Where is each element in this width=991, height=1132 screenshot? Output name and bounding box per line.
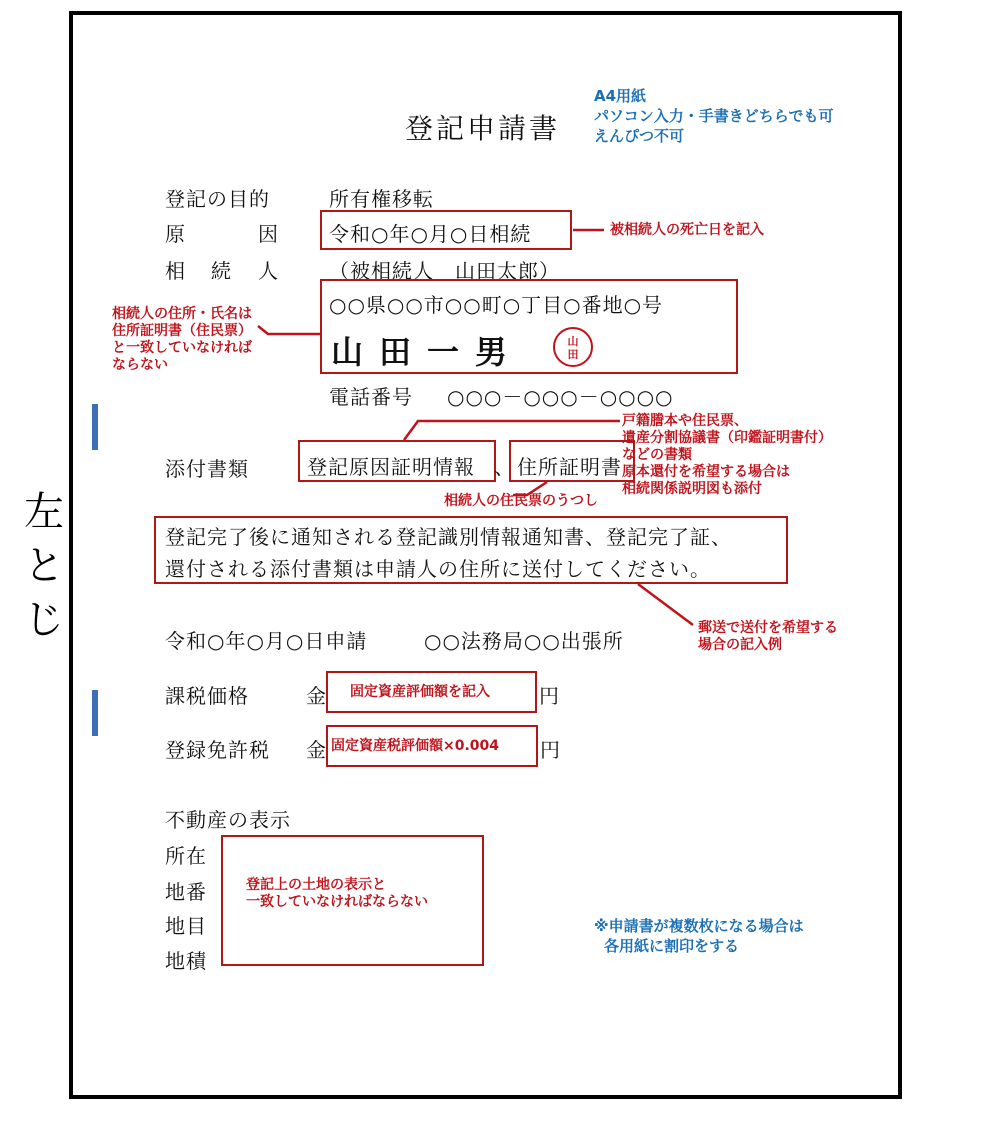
cause-label-2: 因 (258, 222, 279, 246)
paper-note-line: A4用紙 (594, 87, 647, 105)
phone-number: ○○○－○○○－○○○○ (447, 385, 674, 409)
decedent-name: （被相続人 山田太郎） (329, 259, 560, 283)
split-seal-note-line: ※申請書が複数枚になる場合は (594, 917, 804, 935)
property-location-label: 所在 (165, 844, 207, 868)
mailing-note-line: 場合の記入例 (698, 637, 782, 653)
heir-address: ○○県○○市○○町○丁目○番地○号 (329, 293, 664, 317)
application-date: 令和○年○月○日申請 (165, 629, 368, 653)
heir-label-1: 相 (165, 259, 186, 283)
license-tax-prefix: 金 (306, 738, 327, 762)
heir-leader-line (258, 326, 320, 334)
mailing-line-2: 還付される添付書類は申請人の住所に送付してください。 (165, 557, 711, 581)
mailing-line-1: 登記完了後に通知される登記識別情報通知書、登記完了証、 (165, 525, 732, 549)
license-tax-note: 固定資産税評価額×0.004 (331, 738, 500, 754)
legal-affairs-office: ○○法務局○○出張所 (424, 629, 624, 653)
property-note-line: 一致していなければならない (246, 894, 428, 910)
attachments-label: 添付書類 (165, 457, 249, 481)
attachment-1: 登記原因証明情報 (307, 455, 475, 479)
attachment-2: 住所証明書 (517, 455, 622, 479)
attachment-note-line: 遺産分割協議書（印鑑証明書付） (622, 430, 832, 446)
seal-char: 山 (567, 335, 579, 348)
property-land-category-label: 地目 (165, 914, 207, 938)
purpose-label: 登記の目的 (165, 187, 270, 211)
cause-note: 被相続人の死亡日を記入 (610, 222, 764, 238)
seal-char: 田 (567, 348, 579, 361)
address-certificate-note: 相続人の住民票のうつし (444, 493, 598, 509)
attachment-note-line: 戸籍謄本や住民票、 (622, 413, 748, 429)
cause-value: 令和○年○月○日相続 (329, 222, 532, 246)
heir-label-3: 人 (258, 259, 279, 283)
tax-value-prefix: 金 (306, 684, 327, 708)
attachment-note-line: 相続関係説明図も添付 (622, 481, 762, 497)
property-heading: 不動産の表示 (165, 808, 291, 832)
tax-value-label: 課税価格 (165, 684, 249, 708)
attachment-documents-leader-line (404, 421, 620, 440)
cause-label-1: 原 (165, 222, 186, 246)
heir-label-2: 続 (211, 259, 232, 283)
mailing-leader-line (638, 584, 693, 625)
tax-value-suffix: 円 (539, 684, 560, 708)
address-certificate-leader-line (513, 482, 547, 495)
phone-label: 電話番号 (329, 385, 413, 409)
heir-note-line: 相続人の住所・氏名は (112, 306, 252, 322)
heir-note-line: と一致していなければ (112, 340, 252, 356)
license-tax-label: 登録免許税 (165, 738, 270, 762)
attachment-note-line: などの書類 (622, 447, 692, 463)
heir-name: 山田一男 (331, 333, 524, 371)
attachment-note-line: 原本還付を希望する場合は (622, 464, 790, 480)
paper-note-line: えんぴつ不可 (594, 127, 685, 145)
split-seal-note-line: 各用紙に割印をする (604, 937, 740, 955)
mailing-note-line: 郵送で送付を希望する (698, 620, 838, 636)
binding-side-label: 左とじ (24, 489, 64, 643)
heir-note-line: 住所証明書（住民票） (112, 323, 252, 339)
license-tax-suffix: 円 (540, 738, 561, 762)
property-lot-number-label: 地番 (165, 880, 207, 904)
property-area-label: 地積 (165, 949, 207, 973)
purpose-value: 所有権移転 (329, 187, 434, 211)
document-title: 登記申請書 (405, 112, 561, 145)
attachment-separator: 、 (494, 455, 515, 479)
paper-note-line: パソコン入力・手書きどちらでも可 (594, 107, 834, 125)
heir-note-line: ならない (112, 357, 168, 373)
tax-value-note: 固定資産評価額を記入 (350, 684, 490, 700)
property-note-line: 登記上の土地の表示と (246, 877, 386, 893)
